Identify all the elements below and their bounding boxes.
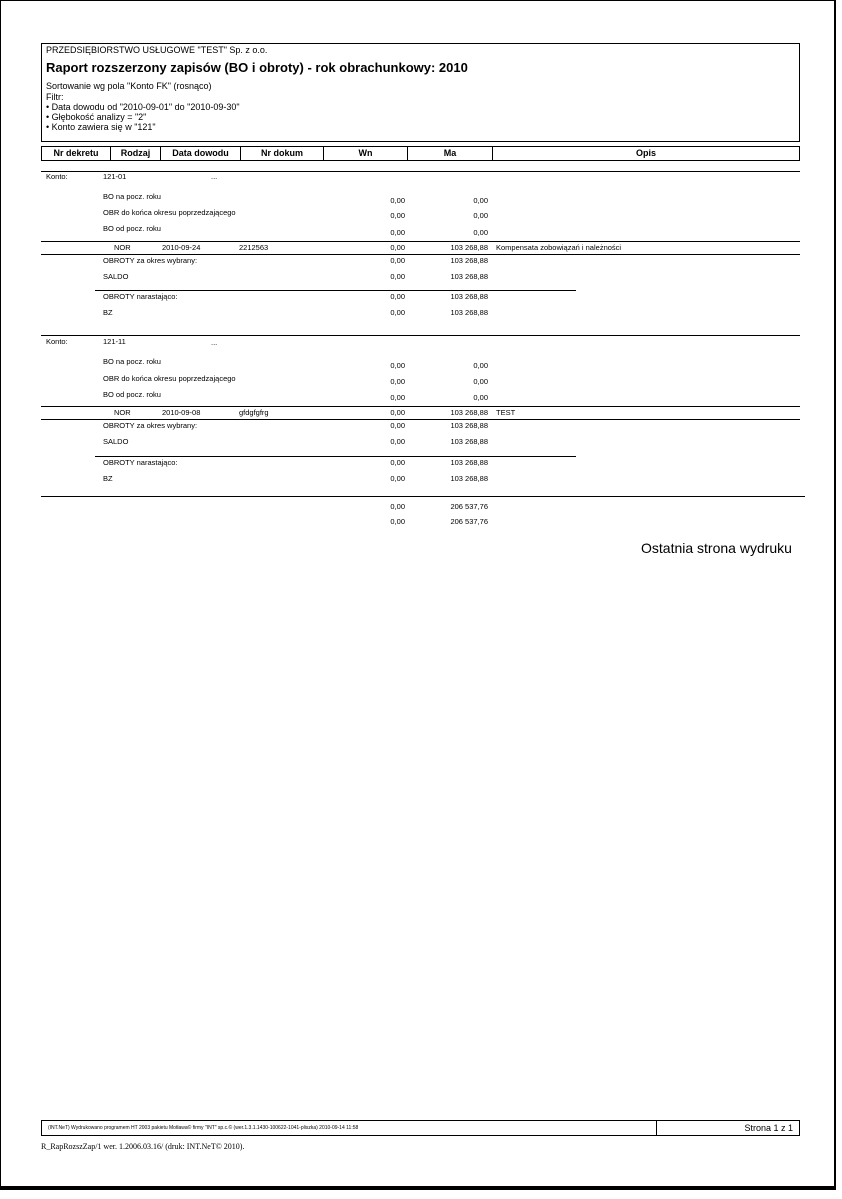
obr-do-wn: 0,00 [390,377,405,386]
obroty-nar-label: OBROTY narastająco: [103,292,178,301]
obr-do-wn: 0,00 [390,211,405,220]
account-number: 121-01 [103,172,127,181]
account-separator [41,171,800,172]
bo-od-wn: 0,00 [390,228,405,237]
obroty-nar-wn: 0,00 [390,458,405,467]
account-name: ... [211,172,218,181]
entry-opis: TEST [496,408,516,417]
column-header-row [41,146,800,161]
bz-wn: 0,00 [390,308,405,317]
obr-do-label: OBR do końca okresu poprzedzającego [103,208,236,217]
saldo-label: SALDO [103,437,129,446]
total-ma: 206 537,76 [450,502,488,511]
bo-pocz-wn: 0,00 [390,361,405,370]
entry-top-line [41,406,800,407]
entry-wn: 0,00 [390,243,405,252]
obroty-nar-wn: 0,00 [390,292,405,301]
cumulative-line [95,456,576,457]
company-name: PRZEDSIĘBIORSTWO USŁUGOWE "TEST" Sp. z o.o. [46,45,268,55]
report-title: Raport rozszerzony zapisów (BO i obroty) - rok obrachunkowy: 2010 [46,60,468,75]
bo-pocz-ma: 0,00 [473,361,488,370]
col-wn: Wn [324,147,408,160]
bo-od-wn: 0,00 [390,393,405,402]
filter-depth: • Głębokość analizy = "2" [46,112,147,122]
bo-od-ma: 0,00 [473,228,488,237]
bo-pocz-ma: 0,00 [473,196,488,205]
footer-box [41,1120,800,1136]
bo-pocz-label: BO na pocz. roku [103,357,161,366]
bo-pocz-wn: 0,00 [390,196,405,205]
bo-pocz-label: BO na pocz. roku [103,192,161,201]
entry-data: 2010-09-08 [162,408,201,417]
total-ma: 206 537,76 [450,517,488,526]
entry-ma: 103 268,88 [450,408,488,417]
entry-ma: 103 268,88 [450,243,488,252]
obroty-nar-label: OBROTY narastająco: [103,458,178,467]
col-nr-dekretu: Nr dekretu [42,147,111,160]
saldo-ma: 103 268,88 [450,437,488,446]
bo-od-label: BO od pocz. roku [103,390,161,399]
totals-separator [41,496,805,497]
obroty-okres-wn: 0,00 [390,256,405,265]
obr-do-ma: 0,00 [473,211,488,220]
filter-date: • Data dowodu od "2010-09-01" do "2010-09-30" [46,102,240,112]
entry-rodzaj: NOR [114,243,131,252]
bz-ma: 103 268,88 [450,308,488,317]
bz-label: BZ [103,474,113,483]
entry-bottom-line [41,419,800,420]
last-page-note: Ostatnia strona wydruku [641,540,792,556]
konto-label: Konto: [46,172,68,181]
col-opis: Opis [635,148,656,158]
footer-divider [656,1121,657,1135]
obroty-okres-label: OBROTY za okres wybrany: [103,421,198,430]
col-data-dowodu: Data dowodu [161,147,241,160]
obroty-okres-ma: 103 268,88 [450,256,488,265]
entry-opis: Kompensata zobowiązań i należności [496,243,622,252]
col-nr-dokum: Nr dokum [241,147,324,160]
bz-ma: 103 268,88 [450,474,488,483]
obroty-okres-wn: 0,00 [390,421,405,430]
obroty-okres-label: OBROTY za okres wybrany: [103,256,198,265]
account-name: ... [211,338,218,347]
obroty-okres-ma: 103 268,88 [450,421,488,430]
obroty-nar-ma: 103 268,88 [450,292,488,301]
obr-do-ma: 0,00 [473,377,488,386]
bo-od-label: BO od pocz. roku [103,224,161,233]
bo-od-ma: 0,00 [473,393,488,402]
saldo-wn: 0,00 [390,272,405,281]
account-number: 121-11 [103,337,126,346]
account-separator [41,335,800,336]
footer-printed-by: (INT.NeT) Wydrukowano programem HT 2003 pakietu Motława© firmy "INT" sp.c.© (wer.1.3.1.1430-100622-1041-pliszka) 2010-09-14 11:58 [48,1125,359,1131]
saldo-ma: 103 268,88 [450,272,488,281]
page-number: Strona 1 z 1 [744,1123,793,1133]
sorting-info: Sortowanie wg pola "Konto FK" (rosnąco) [46,81,212,91]
saldo-label: SALDO [103,272,129,281]
saldo-wn: 0,00 [390,437,405,446]
col-ma: Ma [408,147,493,160]
entry-data: 2010-09-24 [162,243,201,252]
entry-nr-dokum: 2212563 [239,243,269,252]
cumulative-line [95,290,576,291]
obr-do-label: OBR do końca okresu poprzedzającego [103,374,236,383]
entry-nr-dokum: gfdgfgfrg [239,408,269,417]
entry-rodzaj: NOR [114,408,131,417]
bz-wn: 0,00 [390,474,405,483]
total-wn: 0,00 [390,502,405,511]
entry-top-line [41,241,800,242]
entry-wn: 0,00 [390,408,405,417]
total-wn: 0,00 [390,517,405,526]
filter-label: Filtr: [46,92,64,102]
obroty-nar-ma: 103 268,88 [450,458,488,467]
konto-label: Konto: [46,337,68,346]
entry-bottom-line [41,254,800,255]
bz-label: BZ [103,308,113,317]
col-rodzaj: Rodzaj [111,147,161,160]
report-version: R_RapRozszZap/1 wer. 1.2006.03.16/ (druk: INT.NeT© 2010). [41,1142,245,1151]
filter-account: • Konto zawiera się w "121" [46,122,156,132]
